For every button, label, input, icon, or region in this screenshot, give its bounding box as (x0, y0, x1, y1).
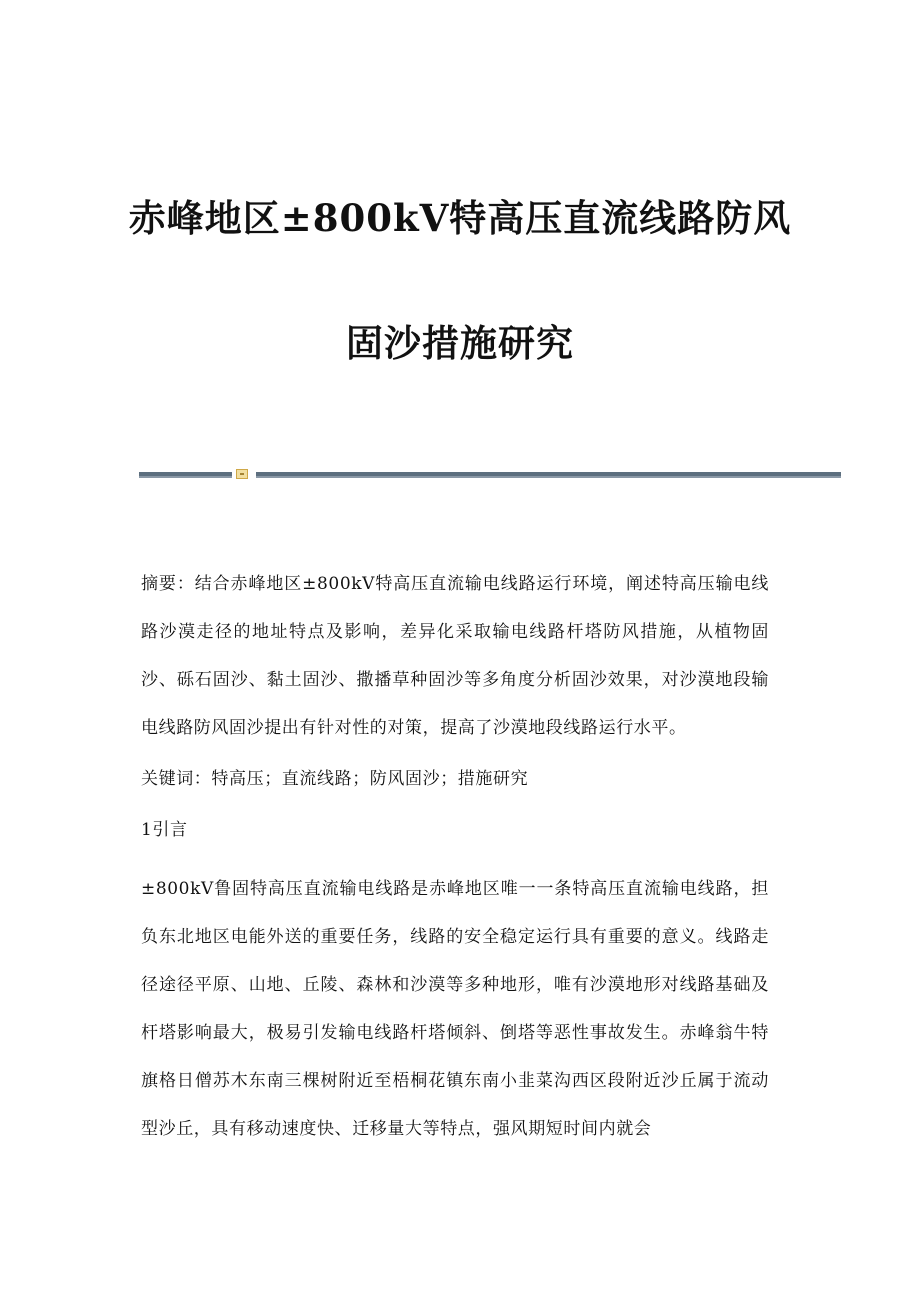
divider-shade-left (139, 476, 232, 478)
keywords-line: 关键词：特高压；直流线路；防风固沙；措施研究 (141, 769, 529, 789)
document-title-line-2: 固沙措施研究 (346, 321, 574, 365)
introduction-paragraph: ±800kV鲁固特高压直流输电线路是赤峰地区唯一一条特高压直流输电线路，担负东北地区电能外送的重要任务，线路的安全稳定运行具有重要的意义。线路走径途径平原、山地、丘陵、森林和沙漠等多种地形，唯有沙漠地形对线路基础及杆塔影响最大，极易引发输电线路杆塔倾斜、倒塔等恶性事故发生。赤峰翁牛特旗格日僧苏木东南三棵树附近至梧桐花镇东南小韭菜沟西区段附近沙丘属于流动型沙丘，具有移动速度快、迁移量大等特点，强风期短时间内就会 (141, 879, 769, 1139)
section-heading-introduction: 1引言 (141, 820, 188, 840)
title-divider (139, 469, 841, 479)
divider-shade-right (256, 476, 841, 478)
document-title-line-1: 赤峰地区±800kV特高压直流线路防风 (128, 196, 792, 240)
divider-ornament-icon (236, 469, 248, 479)
abstract-paragraph: 摘要：结合赤峰地区±800kV特高压直流输电线路运行环境，阐述特高压输电线路沙漠走径的地址特点及影响，差异化采取输电线路杆塔防风措施，从植物固沙、砾石固沙、黏土固沙、撒播草种固沙等多角度分析固沙效果，对沙漠地段输电线路防风固沙提出有针对性的对策，提高了沙漠地段线路运行水平。 (141, 574, 769, 738)
